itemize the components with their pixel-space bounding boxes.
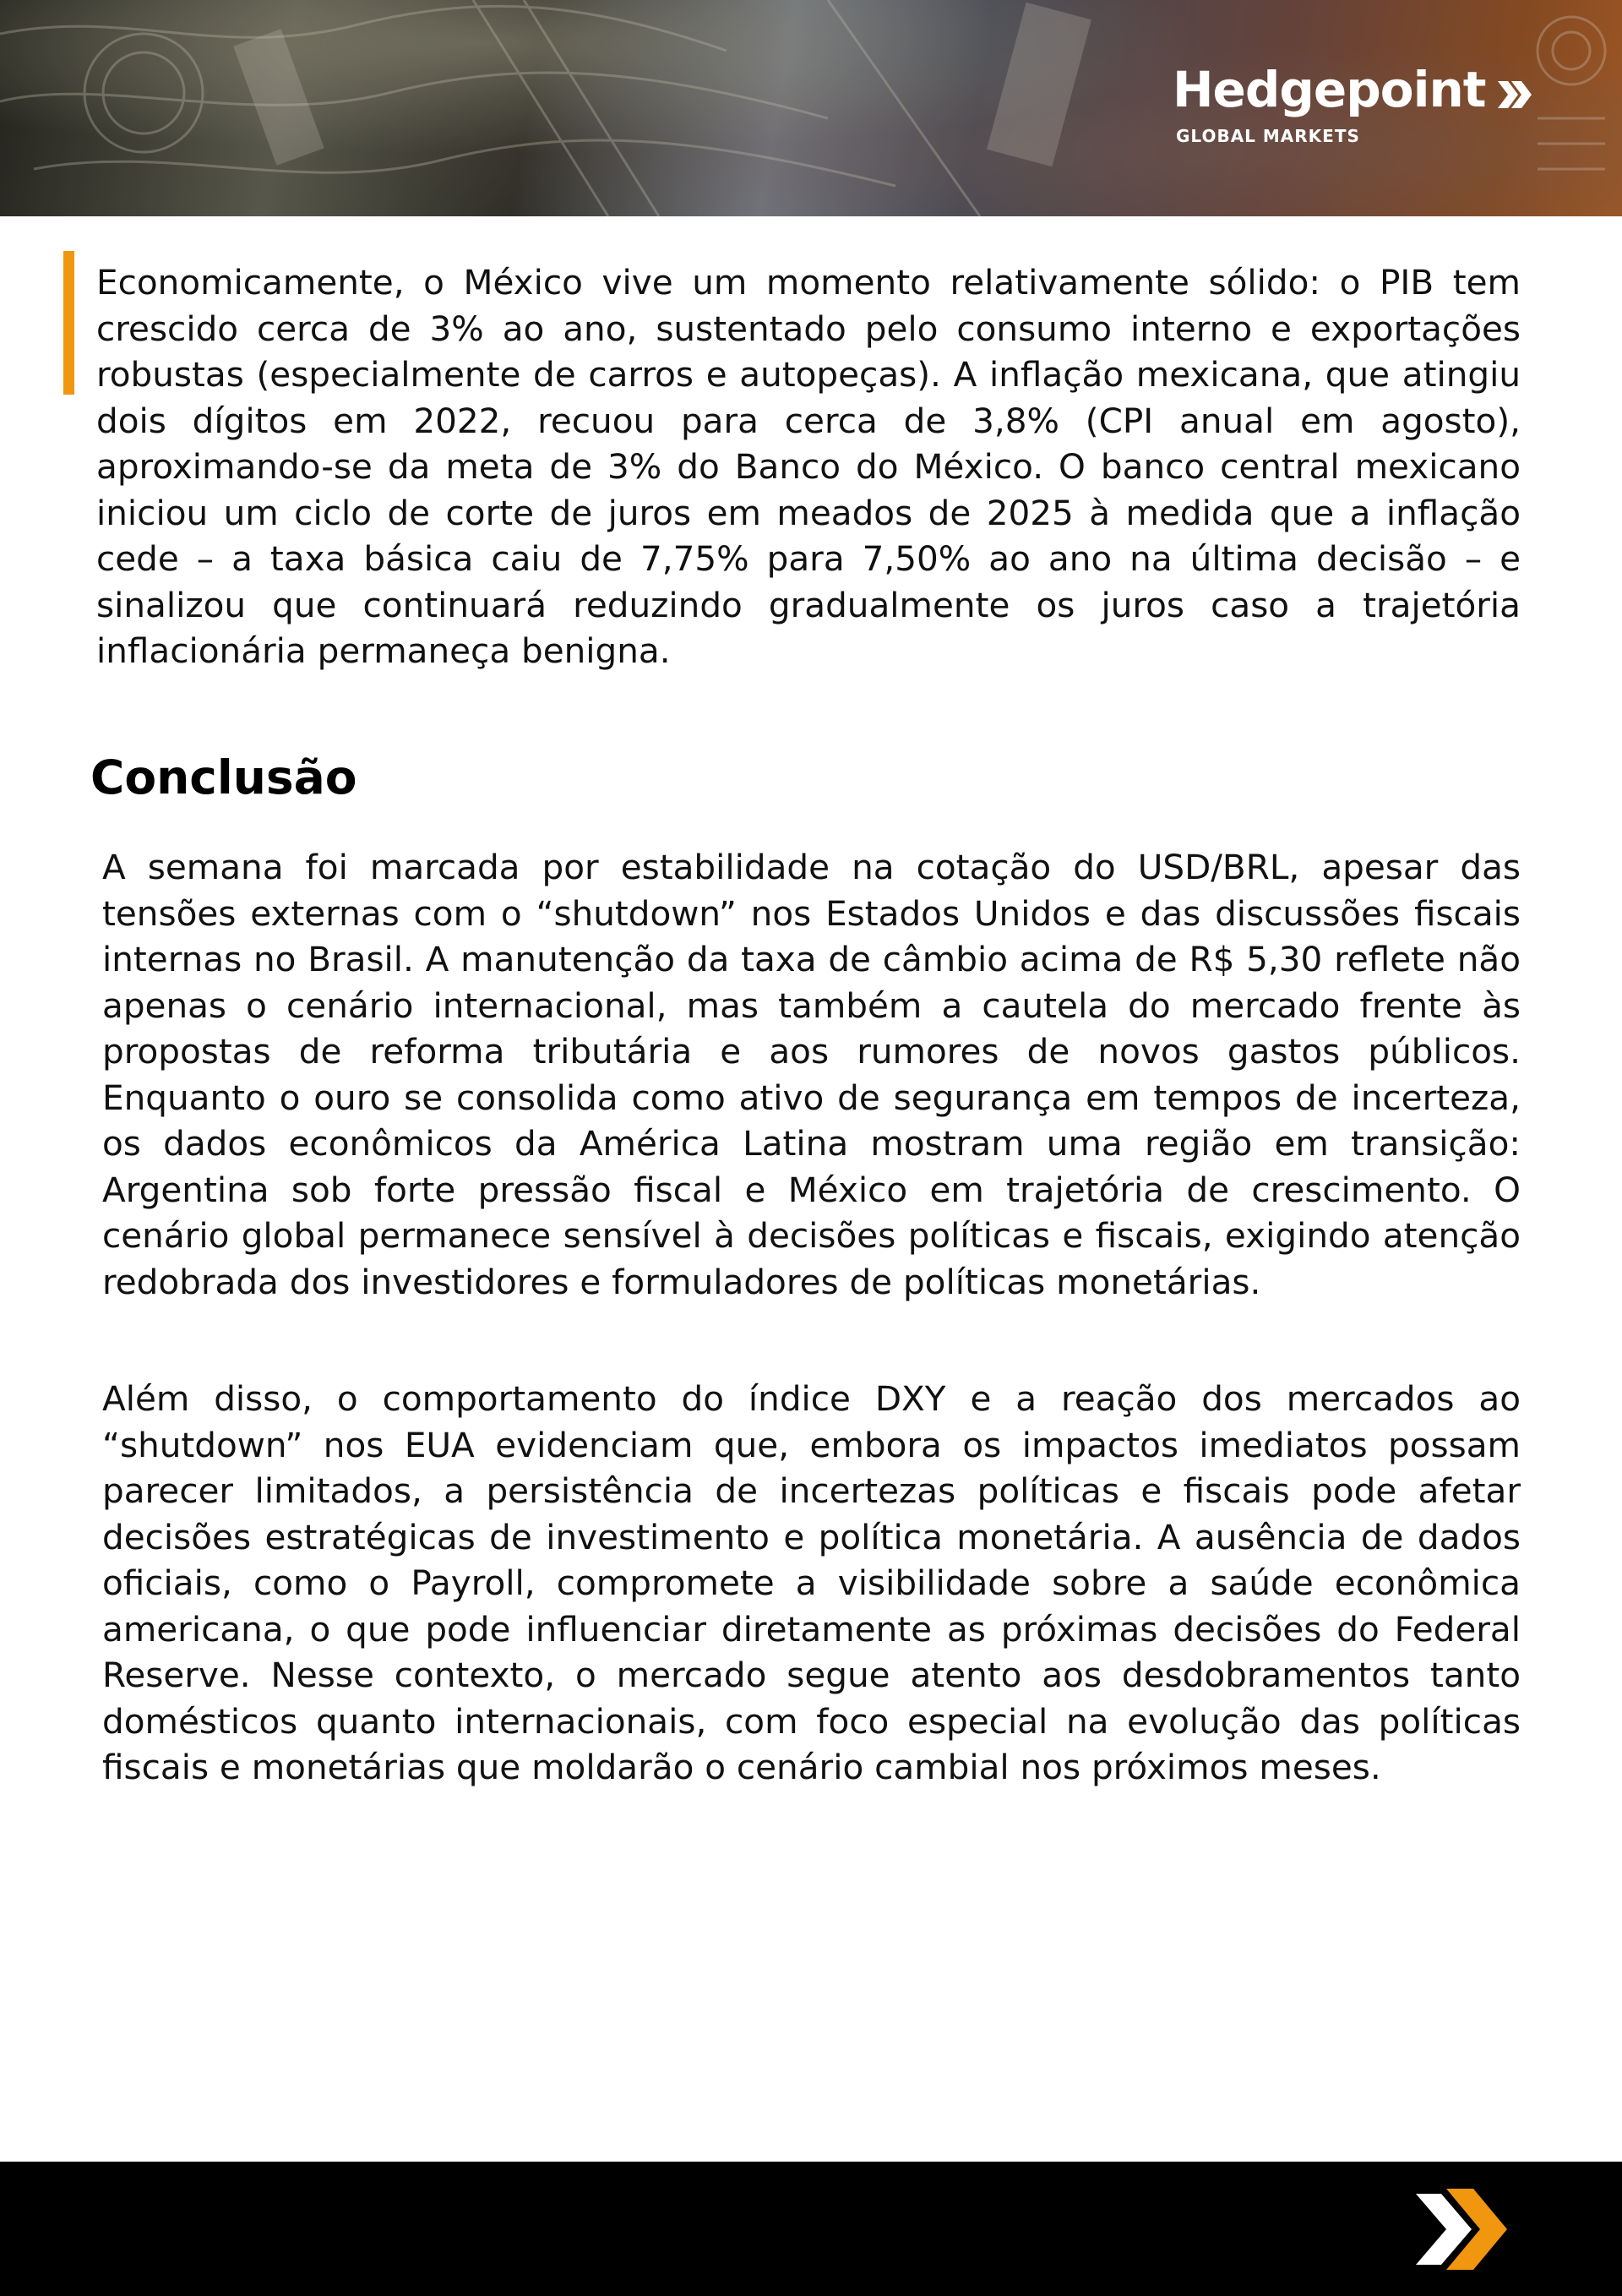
logo-wordmark: Hedgepoint xyxy=(1173,61,1486,118)
chevron-logo-icon xyxy=(1412,2189,1510,2270)
hedgepoint-logo xyxy=(1173,61,1544,154)
conclusion-paragraph-1: A semana foi marcada por estabilidade na cotação do USD/BRL, apesar das tensões externas com o “shutdown” nos Estados Unidos e das discussões fiscais internas no Brasil. A manutenção da taxa de câmbio acima de R$ 5,30 reflete não apenas o cenário internacional, mas também a cautela do mercado frente às propostas de reforma tributária e aos rumores de novos gastos públicos. Enquanto o ouro se consolida como ativo de segurança em tempos de incerteza, os dados econômicos da América Latina mostram uma região em transição: Argentina sob forte pressão fiscal e México em trajetória de crescimento. O cenário global permanece sensível à decisões políticas e fiscais, exigindo atenção redobrada dos investidores e formuladores de políticas monetárias. xyxy=(102,847,1521,1302)
conclusion-heading: Conclusão xyxy=(90,750,357,804)
conclusion-paragraph-2: Além disso, o comportamento do índice DXY e a reação dos mercados ao “shutdown” nos EUA evidenciam que, embora os impactos imediatos possam parecer limitados, a persistência de incertezas políticas e fiscais pode afetar decisões estratégicas de investimento e política monetária. A ausência de dados oficiais, como o Payroll, compromete a visibilidade sobre a saúde econômica americana, o que pode influenciar diretamente as próximas decisões do Federal Reserve. Nesse contexto, o mercado segue atento aos desdobramentos tanto domésticos quanto internacionais, com foco especial na evolução das políticas fiscais e monetárias que moldarão o cenário cambial nos próximos meses. xyxy=(102,1378,1521,1787)
intro-paragraph: Economicamente, o México vive um momento relativamente sólido: o PIB tem crescido cerca de 3% ao ano, sustentado pelo consumo interno e exportações robustas (especialmente de carros e autopeças). A inflação mexicana, que atingiu dois dígitos em 2022, recuou para cerca de 3,8% (CPI anual em agosto), aproximando-se da meta de 3% do Banco do México. O banco central mexicano iniciou um ciclo de corte de juros em meados de 2025 à medida que a inflação cede – a taxa básica caiu de 7,75% para 7,50% ao ano na última decisão – e sinalizou que continuará reduzindo gradualmente os juros caso a trajetória inflacionária permaneça benigna. xyxy=(96,262,1521,671)
logo-subtitle: GLOBAL MARKETS xyxy=(1176,126,1360,146)
header-banner xyxy=(0,0,1622,216)
double-chevron-right-icon xyxy=(1496,78,1533,112)
footer-bar xyxy=(0,2162,1622,2296)
quote-accent-bar xyxy=(63,251,74,395)
